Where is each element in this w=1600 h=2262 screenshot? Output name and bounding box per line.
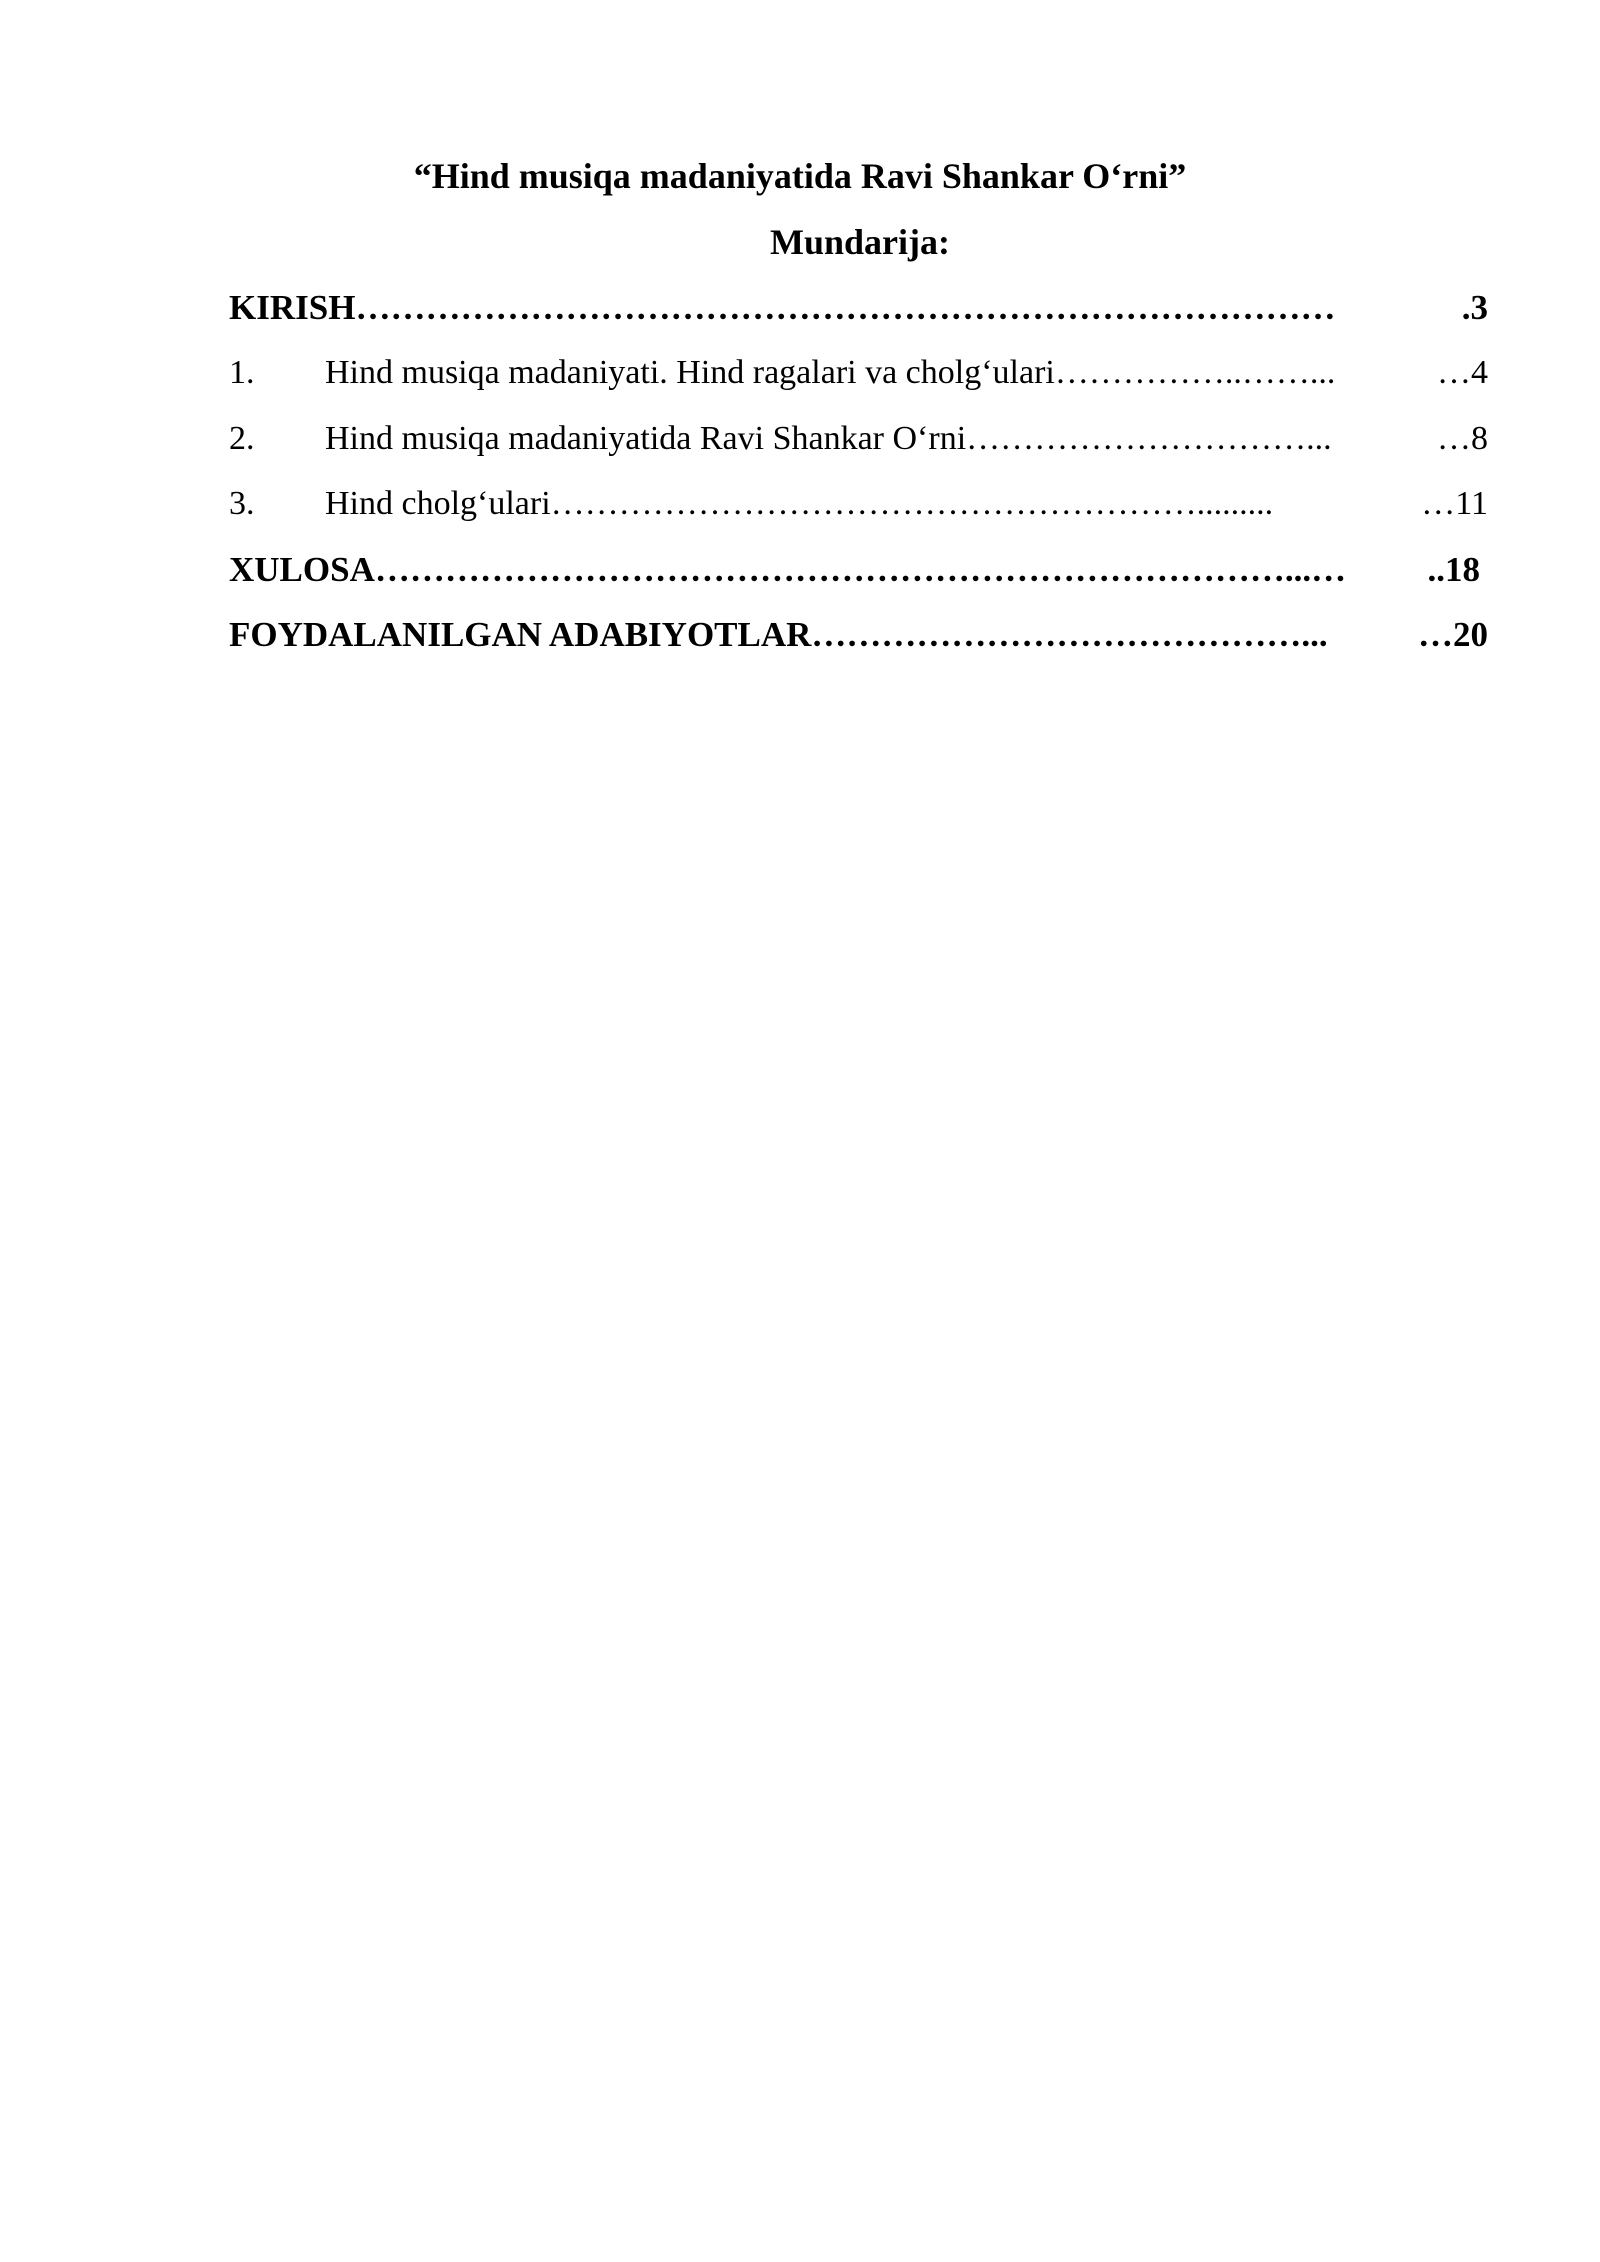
toc-entry-page: ..18 bbox=[1427, 549, 1480, 589]
document-title: “Hind musiqa madaniyatida Ravi Shankar O‘rni” bbox=[413, 156, 1187, 196]
toc-entry-label: Hind musiqa madaniyatida Ravi Shankar O‘rni bbox=[325, 419, 967, 457]
toc-entry-label: KIRISH bbox=[229, 288, 356, 327]
toc-entry-leader: ………………………………………………………………………… bbox=[355, 288, 1336, 327]
table-of-contents bbox=[229, 282, 1488, 674]
toc-entry-2 bbox=[229, 413, 1488, 478]
toc-entry-page: …8 bbox=[1437, 419, 1488, 457]
toc-entry-foydalanilgan-adabiyotlar bbox=[229, 609, 1488, 674]
toc-entry-number: 1. bbox=[229, 354, 255, 392]
toc-entry-3 bbox=[229, 478, 1488, 543]
toc-heading: Mundarija: bbox=[770, 222, 950, 262]
toc-entry-page: …20 bbox=[1418, 614, 1488, 654]
toc-entry-page: .3 bbox=[1461, 288, 1488, 327]
toc-entry-leader: ……………..……... bbox=[1054, 354, 1336, 392]
toc-entry-label: Hind cholg‘ulari bbox=[325, 485, 551, 523]
toc-entry-kirish bbox=[229, 282, 1488, 347]
toc-entry-page: …4 bbox=[1437, 354, 1488, 392]
toc-entry-xulosa bbox=[229, 544, 1488, 609]
toc-entry-leader: ……………………………………………………………………...… bbox=[374, 549, 1347, 589]
toc-entry-label: XULOSA bbox=[229, 549, 375, 589]
toc-entry-number: 2. bbox=[229, 419, 255, 457]
toc-entry-leader: …………………………... bbox=[966, 419, 1332, 457]
toc-entry-label: FOYDALANILGAN ADABIYOTLAR bbox=[229, 614, 812, 654]
toc-entry-label: Hind musiqa madaniyati. Hind ragalari va cholg‘ulari bbox=[325, 354, 1055, 392]
toc-entry-page: …11 bbox=[1421, 485, 1488, 523]
toc-entry-leader: ……………………………………... bbox=[811, 614, 1328, 654]
toc-entry-leader: …………………………………………………......... bbox=[550, 485, 1274, 523]
toc-entry-1 bbox=[229, 347, 1488, 412]
toc-entry-number: 3. bbox=[229, 485, 255, 523]
